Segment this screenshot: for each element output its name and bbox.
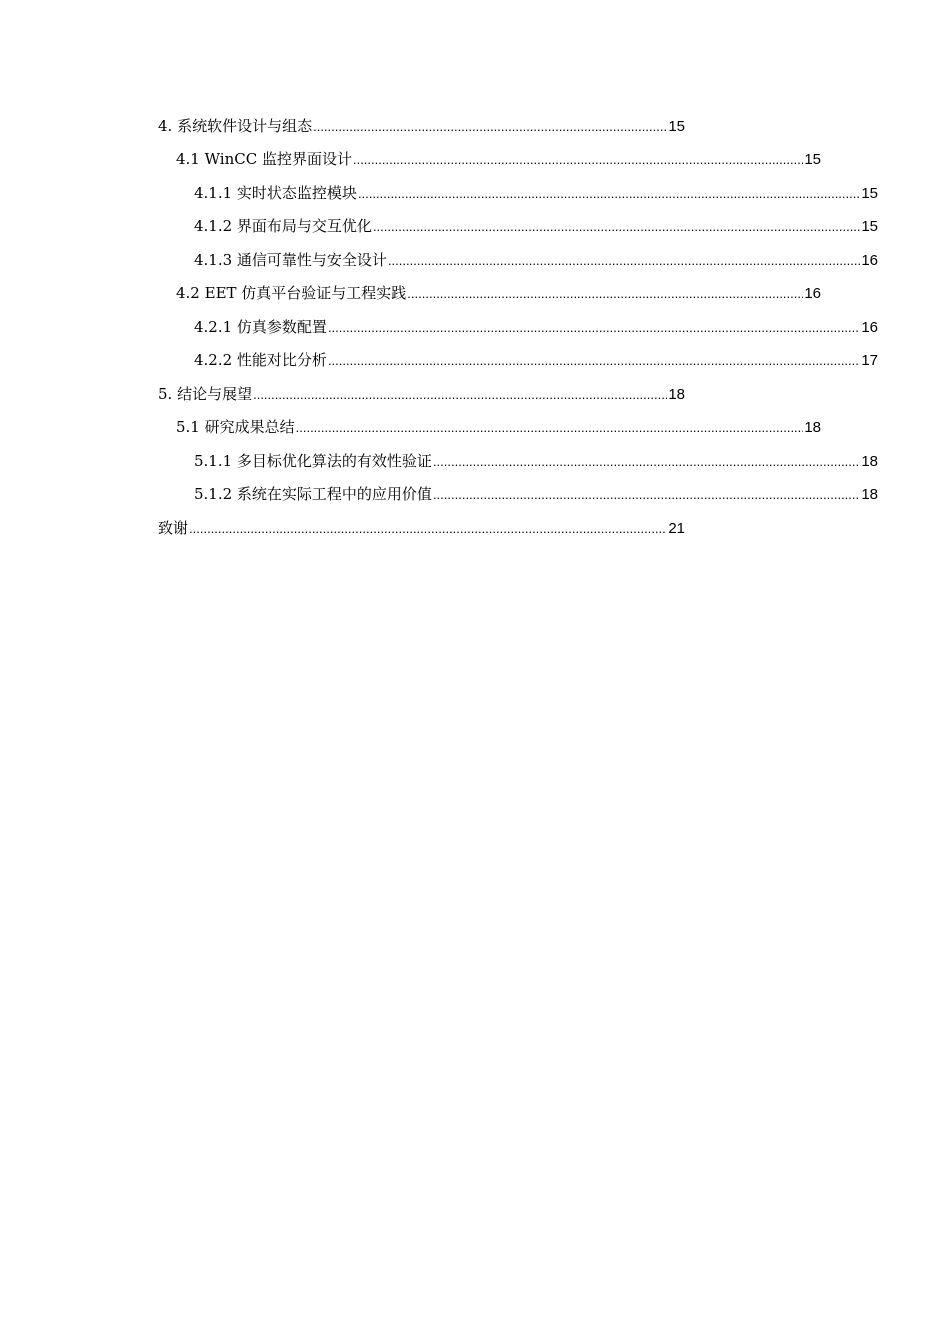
toc-entry-acknowledgements[interactable] (158, 516, 685, 540)
toc-entry-5-1[interactable] (176, 415, 821, 439)
toc-entry-title: 4.1.3 通信可靠性与安全设计 (194, 251, 387, 269)
toc-leader-dots (353, 147, 803, 172)
toc-entry-title: 5.1.1 多目标优化算法的有效性验证 (194, 452, 432, 470)
toc-entry-title: 4.1.2 界面布局与交互优化 (194, 217, 372, 235)
toc-entry-page: 18 (804, 419, 821, 436)
toc-entry-4-1[interactable] (176, 147, 821, 171)
toc-entry-4-2-1[interactable] (194, 315, 878, 339)
toc-entry-title: 4.2.2 性能对比分析 (194, 351, 327, 369)
toc-entry-title: 致谢 (158, 519, 189, 537)
toc-entry-title: 5. 结论与展望 (158, 385, 253, 403)
toc-leader-dots (373, 214, 860, 239)
toc-entry-page: 16 (804, 285, 821, 302)
toc-entry-5-1-2[interactable] (194, 482, 878, 506)
toc-entry-5-1-1[interactable] (194, 449, 878, 473)
toc-entry-page: 18 (861, 453, 878, 470)
toc-leader-dots (328, 348, 860, 373)
toc-entry-4[interactable] (158, 114, 685, 138)
toc-entry-page: 16 (861, 319, 878, 336)
toc-entry-title: 4.1.1 实时状态监控模块 (194, 184, 357, 202)
toc-entry-4-2[interactable] (176, 281, 821, 305)
toc-entry-title: 4.1 WinCC 监控界面设计 (176, 150, 352, 168)
toc-leader-dots (388, 248, 860, 273)
toc-entry-page: 15 (804, 151, 821, 168)
toc-leader-dots (358, 181, 860, 206)
toc-entry-4-1-3[interactable] (194, 248, 878, 272)
toc-entry-page: 15 (668, 118, 685, 135)
toc-entry-title: 4.2 EET 仿真平台验证与工程实践 (176, 284, 407, 302)
toc-leader-dots (433, 482, 860, 507)
toc-entry-title: 4.2.1 仿真参数配置 (194, 318, 327, 336)
toc-entry-4-1-2[interactable] (194, 214, 878, 238)
toc-leader-dots (296, 415, 804, 440)
toc-leader-dots (313, 114, 667, 139)
toc-leader-dots (253, 382, 667, 407)
toc-entry-page: 15 (861, 218, 878, 235)
toc-entry-page: 18 (861, 486, 878, 503)
toc-leader-dots (407, 281, 803, 306)
toc-entry-title: 4. 系统软件设计与组态 (158, 117, 313, 135)
toc-entry-title: 5.1.2 系统在实际工程中的应用价值 (194, 485, 432, 503)
toc-leader-dots (433, 449, 860, 474)
toc-entry-page: 18 (668, 386, 685, 403)
toc-entry-page: 15 (861, 185, 878, 202)
toc-entry-4-1-1[interactable] (194, 181, 878, 205)
toc-entry-5[interactable] (158, 382, 685, 406)
toc-entry-page: 21 (668, 520, 685, 537)
toc-entry-page: 17 (861, 352, 878, 369)
toc-leader-dots (189, 516, 667, 541)
toc-entry-page: 16 (861, 252, 878, 269)
toc-entry-title: 5.1 研究成果总结 (176, 418, 295, 436)
toc-leader-dots (328, 315, 860, 340)
toc-entry-4-2-2[interactable] (194, 348, 878, 372)
